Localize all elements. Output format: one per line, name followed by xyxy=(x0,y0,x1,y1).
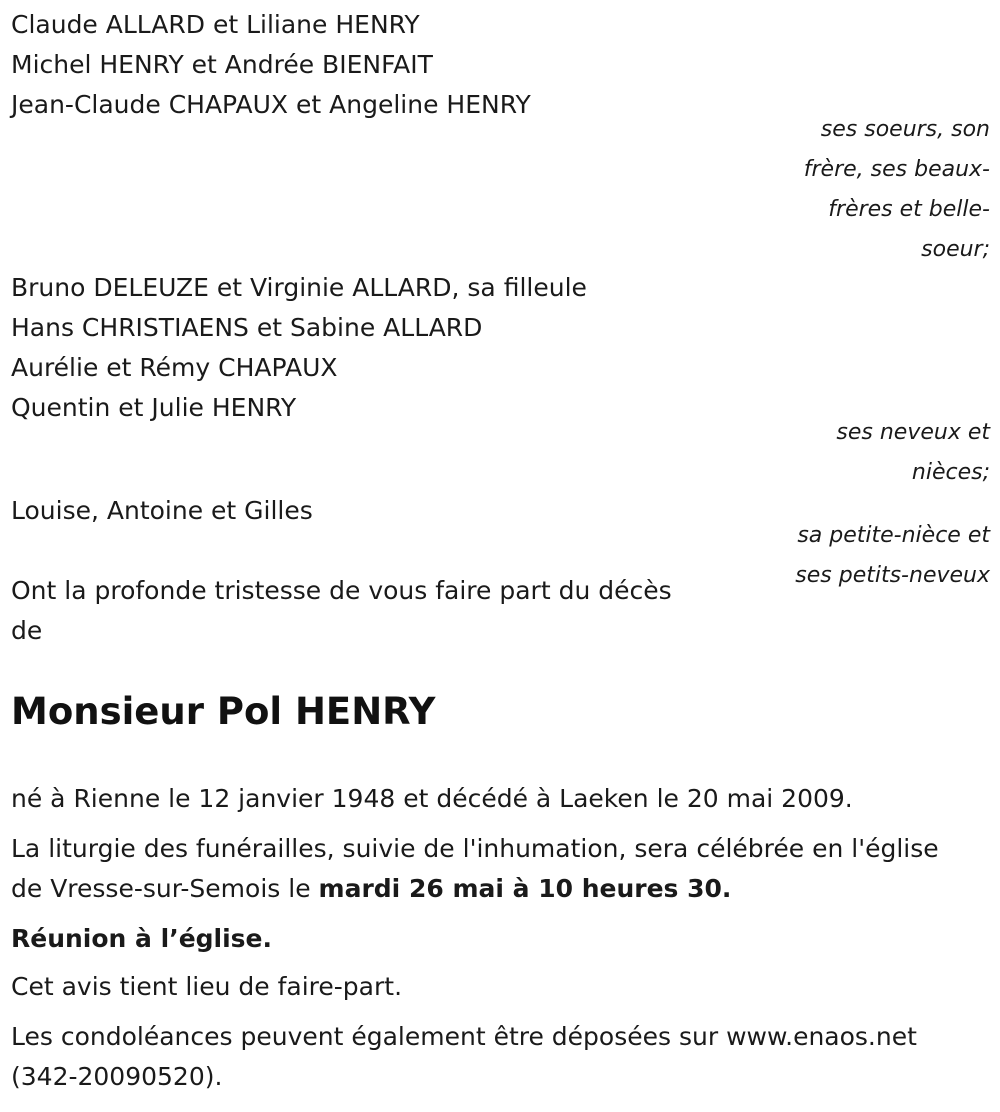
family-line: Bruno DELEUZE et Virginie ALLARD, sa filleule xyxy=(11,273,587,302)
relation-label: frère, ses beaux- xyxy=(803,157,990,182)
relation-label: nièces; xyxy=(911,460,990,485)
relation-label: frères et belle- xyxy=(828,197,990,222)
funeral-text xyxy=(11,869,731,909)
family-line: Claude ALLARD et Liliane HENRY xyxy=(11,10,420,39)
condolences-reference: (342-20090520). xyxy=(11,1062,223,1091)
relation-label: sa petite-nièce et xyxy=(797,523,990,548)
relation-label: ses soeurs, son xyxy=(820,117,990,142)
funeral-date-time: mardi 26 mai à 10 heures 30. xyxy=(318,874,732,903)
notice-text: Cet avis tient lieu de faire-part. xyxy=(11,972,403,1001)
meeting-note: Réunion à l’église. xyxy=(11,924,273,953)
family-line: Jean-Claude CHAPAUX et Angeline HENRY xyxy=(11,90,531,119)
condolences-text: Les condoléances peuvent également être déposées sur www.enaos.net xyxy=(11,1022,917,1051)
relation-label: ses petits-neveux xyxy=(795,563,990,588)
funeral-text: La liturgie des funérailles, suivie de l'inhumation, sera célébrée en l'église xyxy=(11,834,939,863)
relation-label: soeur; xyxy=(921,237,990,262)
family-line: Michel HENRY et Andrée BIENFAIT xyxy=(11,50,433,79)
family-line: Quentin et Julie HENRY xyxy=(11,393,297,422)
announcement-line: Ont la profonde tristesse de vous faire part du décès xyxy=(11,576,672,605)
funeral-place: de Vresse-sur-Semois le xyxy=(11,874,319,903)
deceased-name: Monsieur Pol HENRY xyxy=(11,690,436,733)
family-line: Louise, Antoine et Gilles xyxy=(11,496,313,525)
family-line: Hans CHRISTIAENS et Sabine ALLARD xyxy=(11,313,483,342)
relation-label: ses neveux et xyxy=(836,420,990,445)
birth-death-text: né à Rienne le 12 janvier 1948 et décédé à Laeken le 20 mai 2009. xyxy=(11,784,853,813)
announcement-line: de xyxy=(11,616,43,645)
family-line: Aurélie et Rémy CHAPAUX xyxy=(11,353,338,382)
